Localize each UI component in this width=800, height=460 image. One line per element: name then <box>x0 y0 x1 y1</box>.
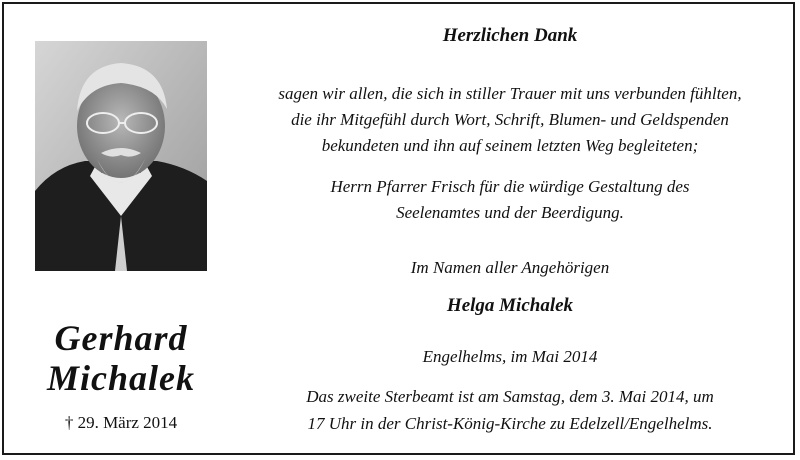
heading: Herzlichen Dank <box>442 25 578 46</box>
mass-line: 17 Uhr in der Christ-König-Kirche zu Edelzell/Engelhelms. <box>307 414 713 433</box>
portrait-photo <box>35 41 207 271</box>
deceased-first-name: Gerhard <box>54 318 188 358</box>
on-behalf-line: Im Namen aller Angehörigen <box>410 258 610 277</box>
mass-line: Das zweite Sterbeamt ist am Samstag, dem 3. Mai 2014, um <box>306 387 714 406</box>
pastor-line: Herrn Pfarrer Frisch für die würdige Gestaltung des <box>330 177 690 196</box>
deceased-name <box>20 318 222 398</box>
death-date: † 29. März 2014 <box>64 413 178 432</box>
deceased-last-name: Michalek <box>47 358 195 398</box>
pastor-line: Seelenamtes und der Beerdigung. <box>396 203 624 222</box>
thanks-line: bekundeten und ihn auf seinem letzten Weg begleiteten; <box>321 136 699 155</box>
place-date: Engelhelms, im Mai 2014 <box>422 347 598 366</box>
portrait-icon <box>35 41 207 271</box>
signatory: Helga Michalek <box>446 295 574 316</box>
thanks-line: die ihr Mitgefühl durch Wort, Schrift, Blumen- und Geldspenden <box>291 110 729 129</box>
thanks-line: sagen wir allen, die sich in stiller Trauer mit uns verbunden fühlten, <box>278 84 742 103</box>
